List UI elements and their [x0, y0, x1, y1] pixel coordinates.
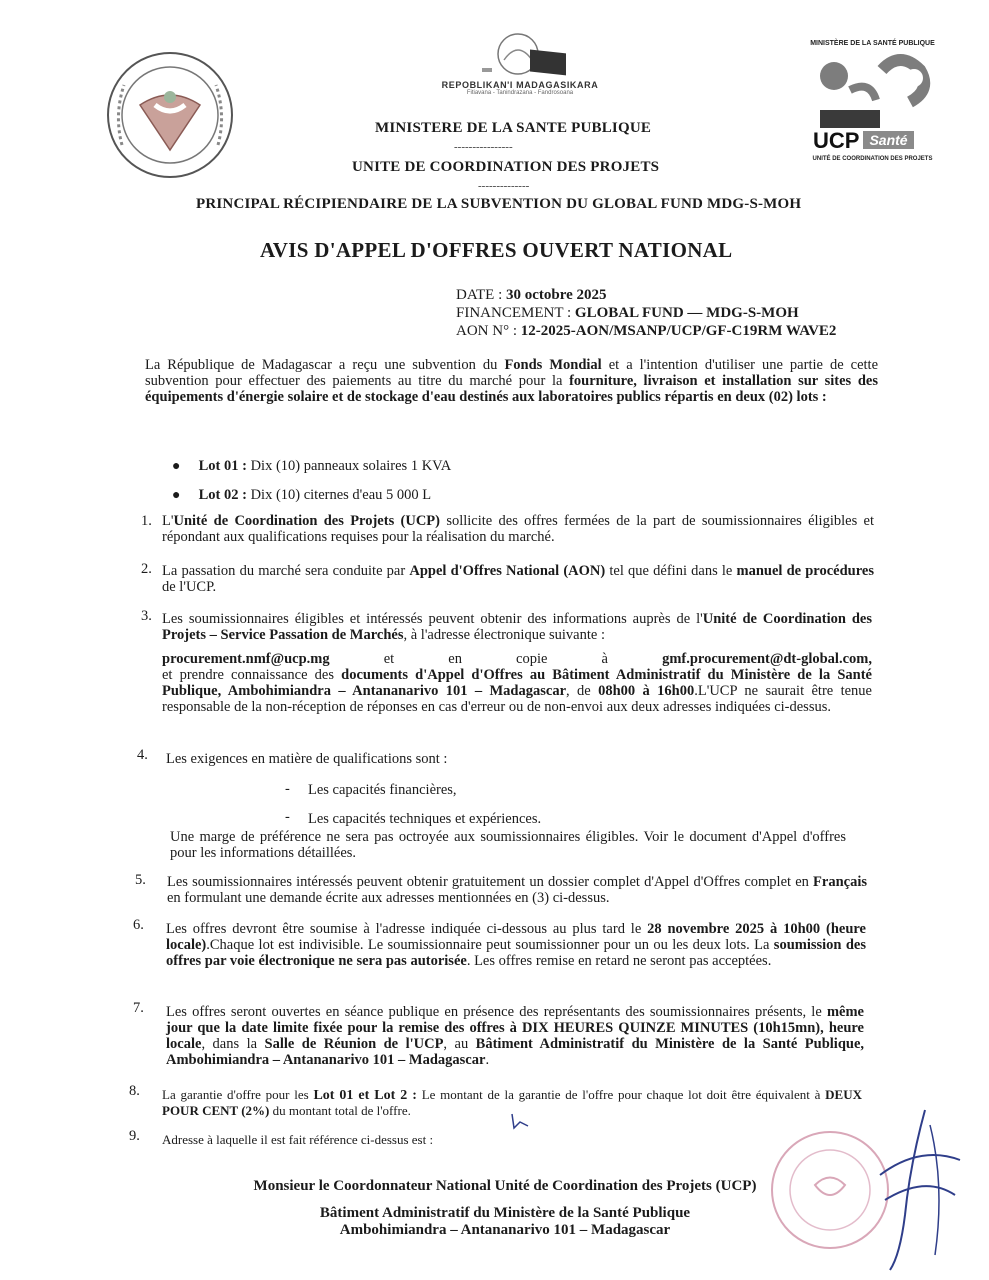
aon-label: AON N° :	[456, 323, 521, 339]
date-value: 30 octobre 2025	[506, 287, 607, 303]
sante-text: Santé	[863, 131, 913, 149]
signature	[870, 1105, 970, 1275]
ucp-sante-logo	[805, 40, 940, 165]
notice-meta	[456, 286, 836, 340]
intro-paragraph: La République de Madagascar a reçu une subvention du Fonds Mondial et a l'intention d'utiliser une partie de cette subvention pour effectuer des paiements au titre du marché pour la fourniture, livraison et installation sur sites des équipements d'énergie solaire et de stockage d'eau destinés aux laboratoires publics répartis en deux (02) lots :	[145, 357, 879, 405]
aon-value: 12-2025-AON/MSANP/UCP/GF-C19RM WAVE2	[520, 323, 837, 339]
date-label: DATE :	[456, 287, 506, 303]
item-4-list-2: Les capacités techniques et expériences.	[308, 811, 542, 827]
notice-title: AVIS D'APPEL D'OFFRES OUVERT NATIONAL	[260, 238, 733, 262]
republic-emblem	[420, 30, 620, 100]
lot-item-2: ● Lot 02 : Dix (10) citernes d'eau 5 000 L	[172, 487, 432, 503]
item-9-text: Adresse à laquelle il est fait référence ci-dessus est :	[162, 1132, 434, 1147]
financing-line	[456, 304, 836, 322]
item-number-3: 3.	[141, 608, 152, 624]
initial-mark	[508, 1112, 532, 1137]
item-3-text: Les soumissionnaires éligibles et intéressés peuvent obtenir des informations auprès de l'Unité de Coordination des Projets – Service Passation de Marchés, à l'adresse électronique suivante :	[162, 611, 872, 643]
item-3-text-cont: et prendre connaissance des documents d'Appel d'Offres au Bâtiment Administratif du Ministère de la Santé Publique, Ambohimiandra – Antananarivo 101 – Madagascar, de 08h00 à 16h00.L'UCP ne saurait être tenue responsable de la non-réception de réponses en cas d'erreur ou de non-envoi aux deux adresses indiquées ci-dessus.	[162, 667, 872, 715]
item-6-text: Les offres devront être soumise à l'adresse indiquée ci-dessous au plus tard le 28 novembre 2025 à 10h00 (heure locale).Chaque lot est indivisible. Le soumissionnaire peut soumissionner pour un ou les deux lots. La soumission des offres par voie électronique ne sera pas autorisée. Les offres remise en retard ne seront pas acceptées.	[166, 921, 866, 969]
ucp-text: UCP	[813, 128, 860, 153]
ucp-logo-top-text: MINISTÈRE DE LA SANTÉ PUBLIQUE	[810, 40, 935, 47]
item-4-dash-1: -	[285, 781, 290, 797]
financing-label: FINANCEMENT :	[456, 305, 575, 321]
item-number-4: 4.	[137, 747, 148, 763]
date-line	[456, 286, 836, 304]
item-2-text: La passation du marché sera conduite par Appel d'Offres National (AON) tel que défini dans le manuel de procédures de l'UCP.	[162, 563, 874, 595]
item-number-2: 2.	[141, 561, 152, 577]
item-number-6: 6.	[133, 917, 144, 933]
email-2[interactable]: gmf.procurement@dt-global.com,	[662, 651, 872, 667]
email-1[interactable]: procurement.nmf@ucp.mg	[162, 651, 330, 667]
item-7-text: Les offres seront ouvertes en séance publique en présence des représentants des soumissionnaires présents, le même jour que la date limite fixée pour la remise des offres à DIX HEURES QUINZE MINUTES (10h15mn), heure locale, dans la Salle de Réunion de l'UCP, au Bâtiment Administratif du Ministère de la Santé Publique, Ambohimiandra – Antananarivo 101 – Madagascar.	[166, 1004, 865, 1068]
separator-2: --------------	[478, 180, 530, 192]
item-number-1: 1.	[141, 513, 152, 529]
item-number-9: 9.	[129, 1128, 140, 1144]
item-4-list-1: Les capacités financières,	[308, 782, 457, 798]
item-number-7: 7.	[133, 1000, 144, 1016]
item-4-dash-2: -	[285, 809, 290, 825]
lot-item-1: ● Lot 01 : Dix (10) panneaux solaires 1 KVA	[172, 458, 452, 474]
ucp-logo-wordmark	[813, 128, 931, 154]
item-number-8: 8.	[129, 1083, 140, 1099]
item-number-5: 5.	[135, 872, 146, 888]
item-8-text: La garantie d'offre pour les Lot 01 et Lot 2 : Le montant de la garantie de l'offre pour chaque lot doit être équivalent à DEUX POUR CENT (2%) du montant total de l'offre.	[162, 1087, 863, 1118]
separator-1: ----------------	[454, 141, 513, 153]
ucp-logo-bottom-text: UNITÉ DE COORDINATION DES PROJETS	[812, 156, 933, 162]
address-line-2: Bâtiment Administratif du Ministère de la Santé Publique	[319, 1205, 691, 1221]
unit-heading: UNITE DE COORDINATION DES PROJETS	[352, 159, 660, 175]
aon-line	[456, 322, 836, 340]
item-5-text: Les soumissionnaires intéressés peuvent obtenir gratuitement un dossier complet d'Appel d'Offres complet en Français en formulant une demande écrite aux adresses mentionnées en (3) ci-dessus.	[167, 874, 867, 906]
item-1-text: L'Unité de Coordination des Projets (UCP) sollicite des offres fermées de la part de soumissionnaires éligibles et répondant aux qualifications requises pour la réalisation du marché.	[162, 513, 874, 545]
republic-motto: Fitiavana - Tanindrazana - Fandrosoana	[466, 90, 574, 96]
ministry-seal-logo	[100, 45, 240, 185]
item-4-text: Les exigences en matière de qualifications sont :	[166, 751, 448, 767]
bullet-icon: ●	[172, 488, 181, 503]
republic-name: REPOBLIKAN'I MADAGASIKARA	[441, 80, 599, 90]
ministry-heading: MINISTERE DE LA SANTE PUBLIQUE	[375, 120, 652, 136]
bullet-icon: ●	[172, 459, 181, 474]
item-3-email-line: procurement.nmf@ucp.mg et en copie à gmf.procurement@dt-global.com,	[162, 651, 872, 667]
financing-value: GLOBAL FUND — MDG-S-MOH	[574, 305, 799, 321]
item-4-note: Une marge de préférence ne sera pas octroyée aux soumissionnaires éligibles. Voir le document d'Appel d'offres pour les informations détaillées.	[170, 829, 846, 861]
address-line-3: Ambohimiandra – Antananarivo 101 – Madagascar	[339, 1222, 671, 1238]
recipient-heading: PRINCIPAL RÉCIPIENDAIRE DE LA SUBVENTION DU GLOBAL FUND MDG-S-MOH	[196, 196, 802, 212]
address-line-1: Monsieur le Coordonnateur National Unité de Coordination des Projets (UCP)	[253, 1178, 757, 1194]
